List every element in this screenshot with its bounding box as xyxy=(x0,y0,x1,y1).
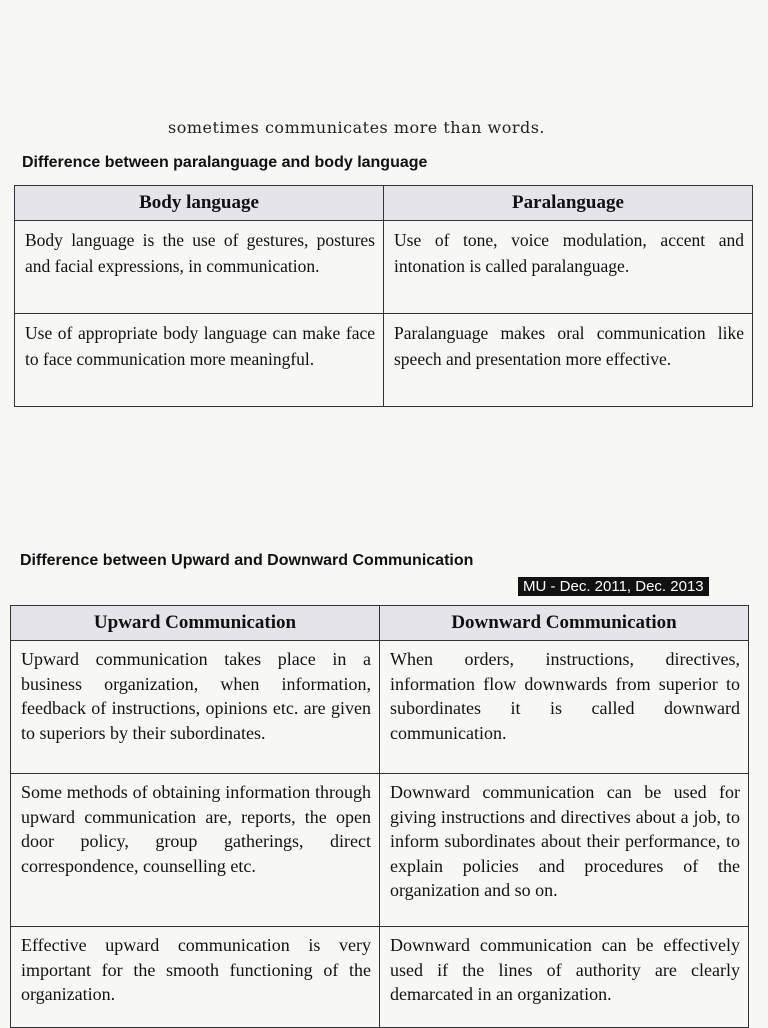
table-cell: Upward communication takes place in a business organization, when information, feedback of instructions, opinions etc. are given to superiors by their subordinates. xyxy=(11,641,380,774)
table-row xyxy=(11,641,749,774)
table-cell: Body language is the use of gestures, postures and facial expressions, in communication. xyxy=(15,221,384,314)
column-header: Upward Communication xyxy=(11,606,380,641)
table-cell: Use of appropriate body language can make face to face communication more meaningful. xyxy=(15,314,384,407)
table-header-row xyxy=(11,606,749,641)
table-header-row xyxy=(15,186,753,221)
table-cell: Use of tone, voice modulation, accent and intonation is called paralanguage. xyxy=(384,221,753,314)
section-heading-communication: Difference between Upward and Downward Communication xyxy=(20,552,474,569)
page-fragment-text: sometimes communicates more than words. xyxy=(168,118,546,137)
table-row xyxy=(15,221,753,314)
communication-comparison-table xyxy=(10,605,749,1028)
table-cell: Paralanguage makes oral communication like speech and presentation more effective. xyxy=(384,314,753,407)
table-cell: Downward communication can be used for giving instructions and directives about a job, to inform subordinates about their performance, to explain policies and procedures of the organization and so on. xyxy=(380,774,749,927)
table-row xyxy=(11,927,749,1028)
exam-reference-badge: MU - Dec. 2011, Dec. 2013 xyxy=(518,577,709,596)
column-header: Body language xyxy=(15,186,384,221)
paralanguage-comparison-table xyxy=(14,185,753,407)
section-heading-paralanguage: Difference between paralanguage and body language xyxy=(22,154,428,171)
column-header: Paralanguage xyxy=(384,186,753,221)
table-cell: Some methods of obtaining information through upward communication are, reports, the open door policy, group gatherings, direct correspondence, counselling etc. xyxy=(11,774,380,927)
table-row xyxy=(15,314,753,407)
column-header: Downward Communication xyxy=(380,606,749,641)
table-cell: Effective upward communication is very important for the smooth functioning of the organization. xyxy=(11,927,380,1028)
table-cell: Downward communication can be effectively used if the lines of authority are clearly demarcated in an organization. xyxy=(380,927,749,1028)
table-cell: When orders, instructions, directives, information flow downwards from superior to subordinates it is called downward communication. xyxy=(380,641,749,774)
table-row xyxy=(11,774,749,927)
